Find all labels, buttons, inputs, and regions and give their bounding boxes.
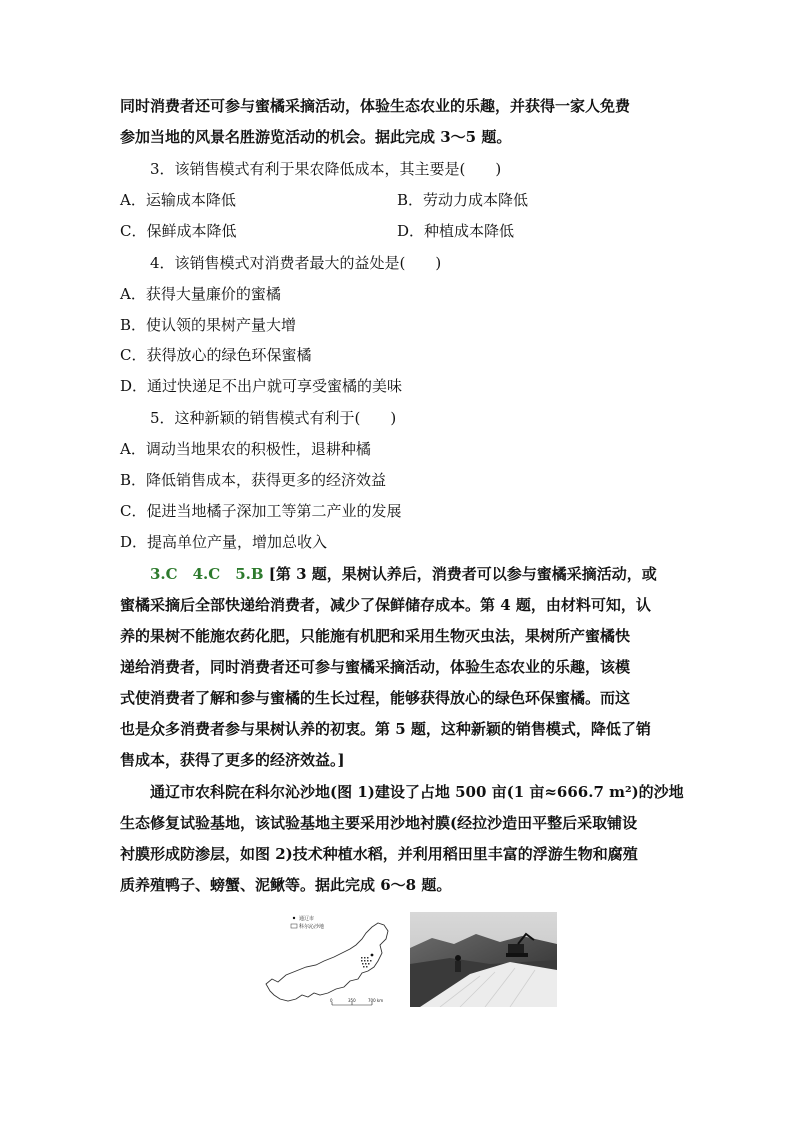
tongliao-city-marker [371, 954, 374, 957]
passage2-line-1: 通辽市农科院在科尔沁沙地(图 1)建设了占地 500 亩(1 亩≈666.7 m²)的沙地 [150, 783, 684, 801]
q3-option-d: D．种植成本降低 [397, 222, 515, 240]
answer-line-6: 也是众多消费者参与果树认养的初衷。第 5 题，这种新颖的销售模式，降低了销 [120, 720, 651, 738]
answer-line-7: 售成本，获得了更多的经济效益。] [120, 751, 345, 769]
legend-sand-swatch [291, 924, 297, 928]
answer-line-1 [150, 564, 710, 584]
passage2-line-2: 生态修复试验基地，该试验基地主要采用沙地衬膜(经拉沙造田平整后采取铺设 [120, 814, 638, 832]
q4-stem: 4．该销售模式对消费者最大的益处是( ) [150, 254, 442, 272]
figures-row [262, 909, 562, 1009]
q5-option-d: D．提高单位产量，增加总收入 [120, 533, 328, 551]
answer-line-5: 式使消费者了解和参与蜜橘的生长过程，能够获得放心的绿色环保蜜橘。而这 [120, 689, 631, 707]
worker-figure-icon [455, 955, 461, 972]
q5-stem: 5．这种新颖的销售模式有利于( ) [150, 409, 397, 427]
answer-line-3: 养的果树不能施农药化肥，只能施有机肥和采用生物灭虫法，果树所产蜜橘快 [120, 627, 631, 645]
scale-label-end: 700 km [368, 998, 384, 1003]
q4-option-c: C．获得放心的绿色环保蜜橘 [120, 346, 312, 364]
q4-option-b: B．使认领的果树产量大增 [120, 316, 297, 334]
passage2-line-3: 衬膜形成防渗层，如图 2)技术种植水稻，并利用稻田里丰富的浮游生物和腐殖 [120, 845, 638, 863]
answer-key: 3.C 4.C 5.B [150, 565, 264, 583]
legend-sand-label: 科尔沁沙地 [299, 924, 325, 930]
q3-options-row-1 [120, 190, 680, 210]
q3-option-c: C．保鲜成本降低 [120, 222, 237, 240]
answer-line-1-text: [第 3 题，果树认养后，消费者可以参与蜜橘采摘活动，或 [263, 565, 657, 583]
map-outline [266, 923, 388, 1001]
scale-bar [330, 998, 383, 1005]
inner-mongolia-map-figure [262, 909, 402, 1009]
q3-stem: 3．该销售模式有利于果农降低成本，其主要是( ) [150, 160, 502, 178]
q4-option-d: D．通过快递足不出户就可享受蜜橘的美味 [120, 377, 403, 395]
q3-options-row-2 [120, 221, 680, 241]
legend-city-label: 通辽市 [299, 916, 315, 922]
intro-line-2: 参加当地的风景名胜游览活动的机会。据此完成 3～5 题。 [120, 128, 512, 146]
intro-line-1: 同时消费者还可参与蜜橘采摘活动，体验生态农业的乐趣，并获得一家人免费 [120, 97, 631, 115]
q3-option-b: B．劳动力成本降低 [397, 191, 529, 209]
answer-line-2: 蜜橘采摘后全部快递给消费者，减少了保鲜储存成本。第 4 题，由材料可知，认 [120, 596, 651, 614]
answer-line-4: 递给消费者，同时消费者还可参与蜜橘采摘活动，体验生态农业的乐趣，该模 [120, 658, 631, 676]
q5-option-b: B．降低销售成本，获得更多的经济效益 [120, 471, 387, 489]
scale-label-mid: 350 [348, 998, 356, 1003]
q4-option-a: A．获得大量廉价的蜜橘 [120, 285, 281, 303]
passage2-line-4: 质养殖鸭子、螃蟹、泥鳅等。据此完成 6～8 题。 [120, 876, 452, 894]
legend-city-dot [293, 917, 295, 919]
q5-option-c: C．促进当地橘子深加工等第二产业的发展 [120, 502, 402, 520]
film-laying-photo-figure [410, 912, 557, 1007]
scale-label-0: 0 [330, 998, 333, 1003]
q3-option-a: A．运输成本降低 [120, 191, 236, 209]
q5-option-a: A．调动当地果农的积极性，退耕种橘 [120, 440, 371, 458]
